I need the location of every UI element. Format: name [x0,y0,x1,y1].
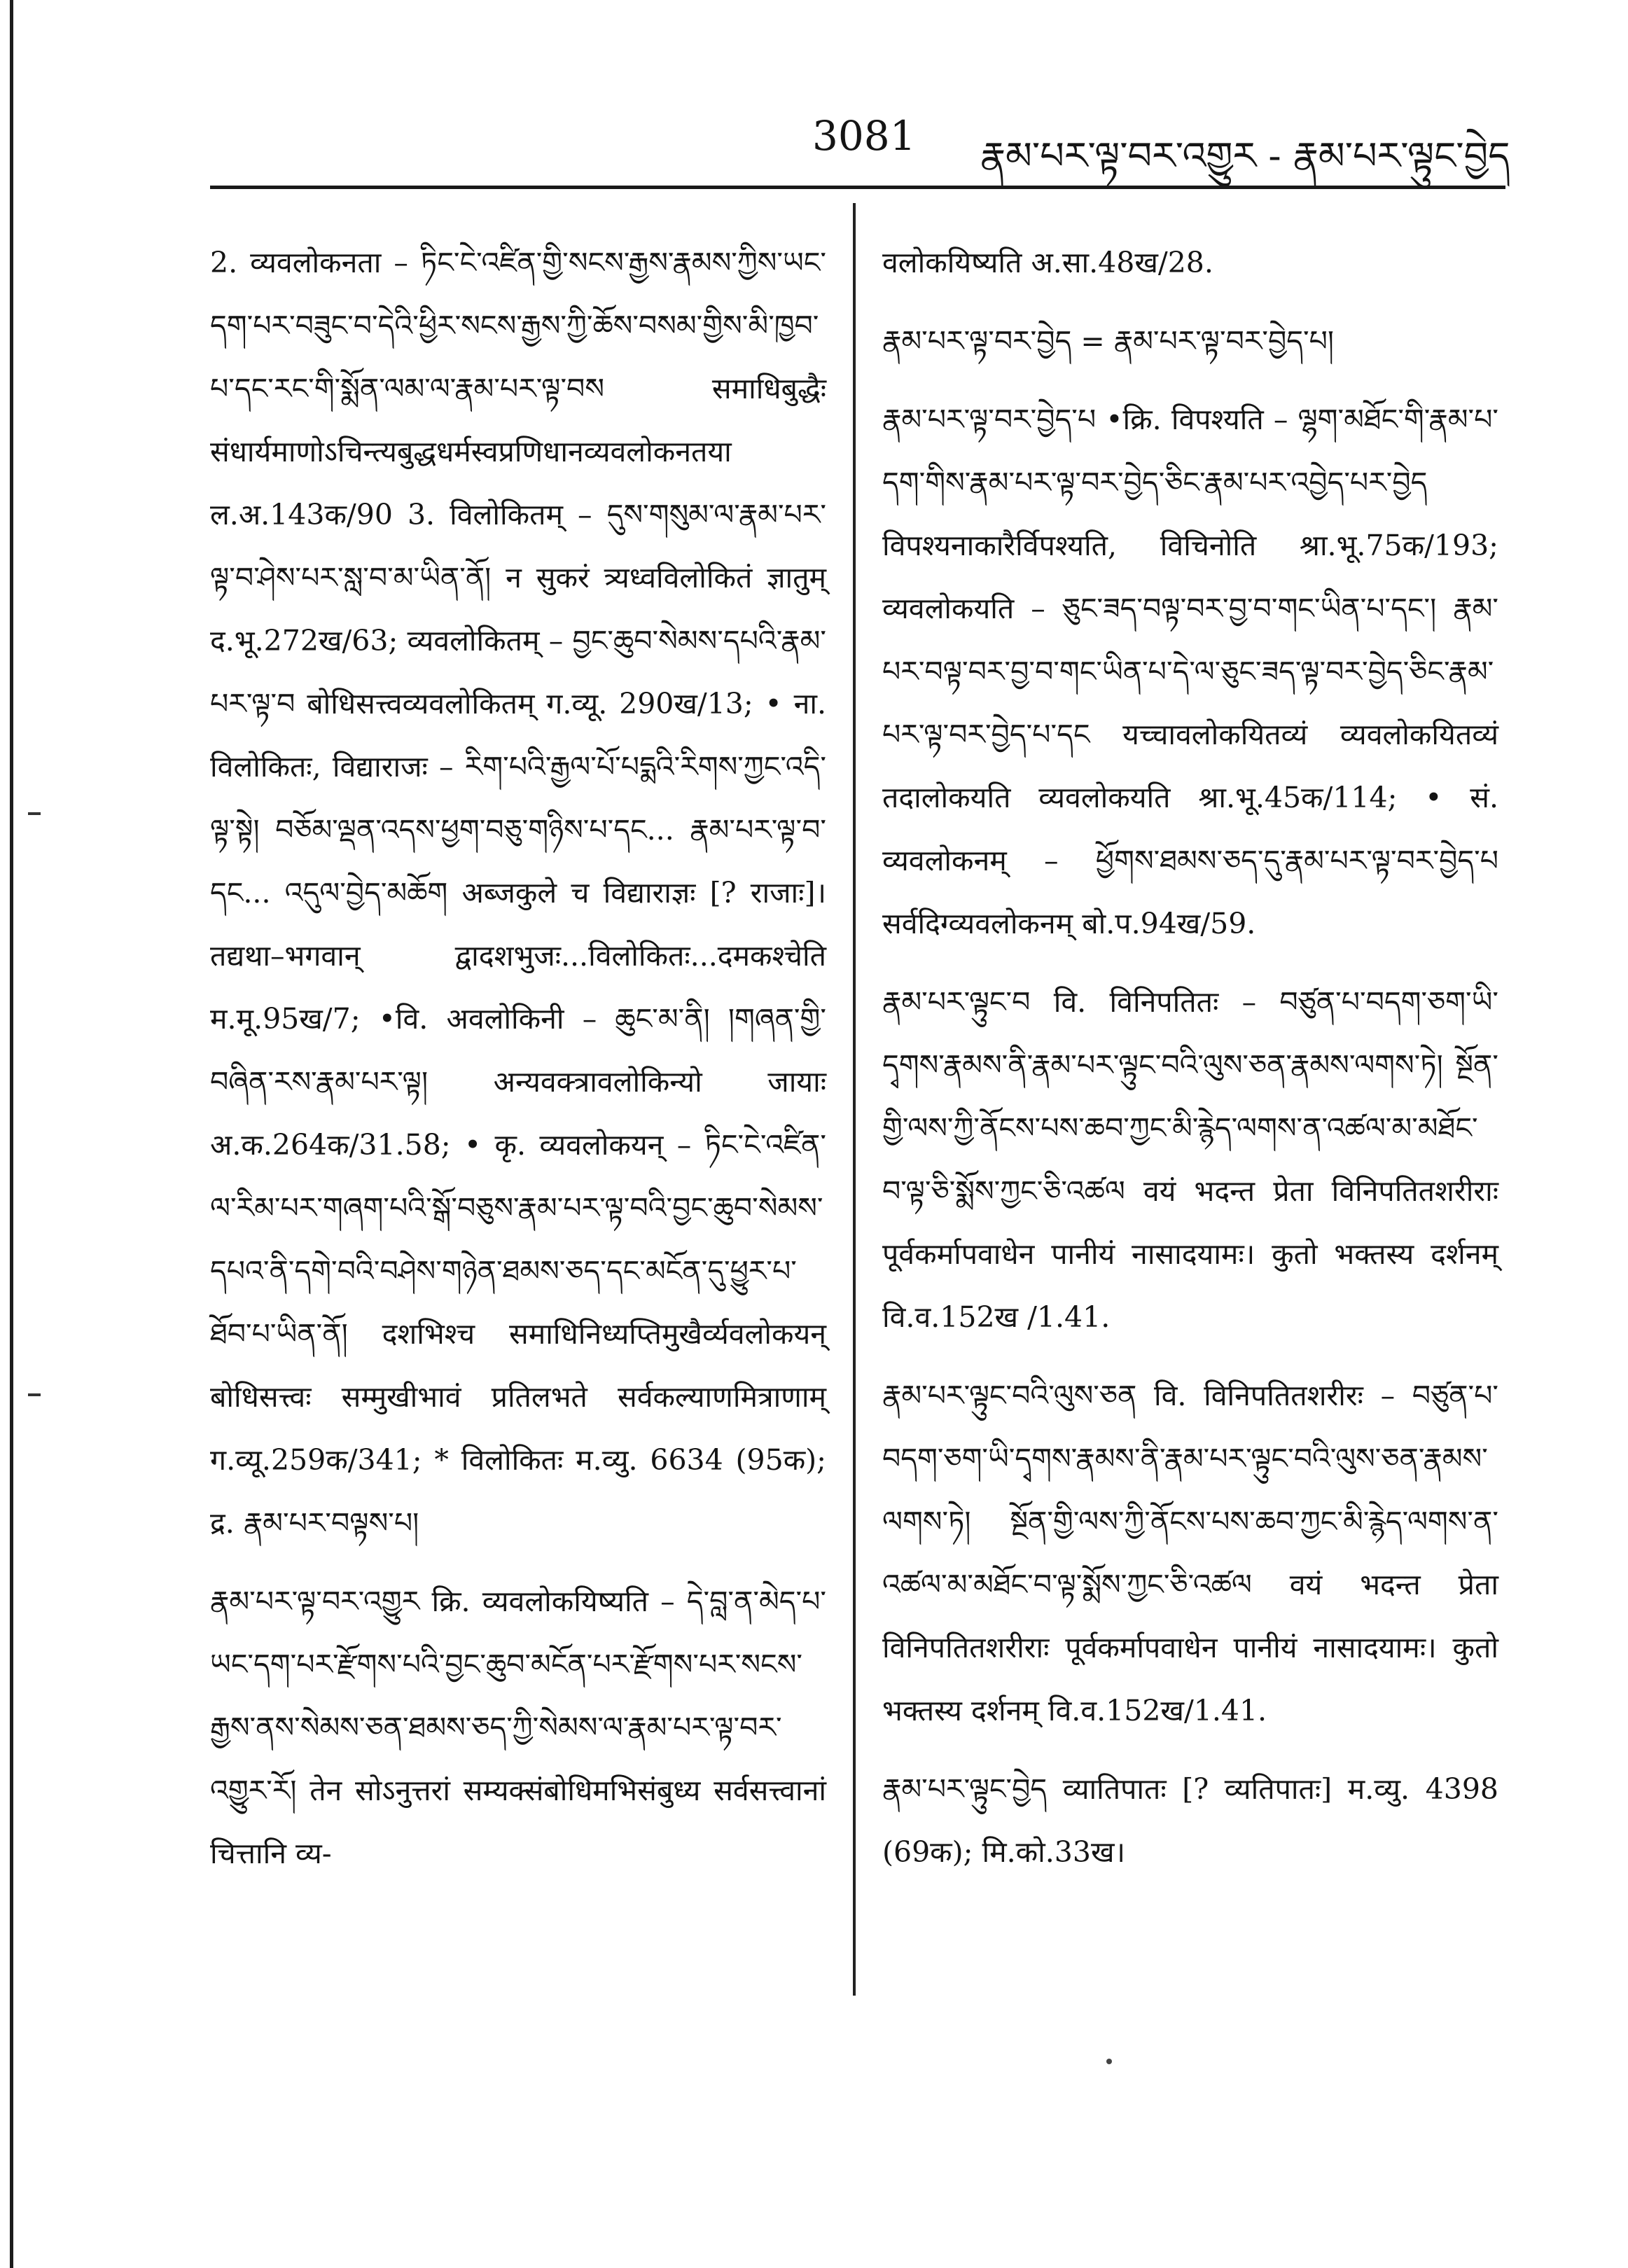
dictionary-entry: རྣམ་པར་ལྟ་བར་འགྱུར क्रि. व्यवलोकयिष्यति – དེ་བླ་ན་མེད་པ་ཡང་དག་པར་རྫོགས་པའི་བྱང་ཆུབ་མངོན་པར་རྫོགས་པར་སངས་རྒྱས་ནས་སེམས་ཅན་ཐམས་ཅད་ཀྱི་སེམས་ལ་རྣམ་པར་ལྟ་བར་འགྱུར་རོ། तेन सोऽनुत्तरां सम्यक्संबोधिमभिसंबुध्य सर्वसत्त्वानां चित्तानि व्य- [210,1585,826,1870]
dictionary-entry: རྣམ་པར་ལྟུང་བའི་ལུས་ཅན वि. विनिपतितशरीरः – བཙུན་པ་བདག་ཅག་ཡི་དྭགས་རྣམས་ནི་རྣམ་པར་ལྟུང་བའི་ལུས་ཅན་རྣམས་ལགས་ཏེ། སྔོན་གྱི་ལས་ཀྱི་ནོངས་པས་ཆབ་ཀྱང་མི་རྙེད་ལགས་ན་འཚལ་མ་མཐོང་བ་ལྟ་སྨོས་ཀྱང་ཅི་འཚལ वयं भदन्त प्रेता विनिपतितशरीराः पूर्वकर्मापवाधेन पानीयं नासादयामः। कुतो भक्तस्य दर्शनम् वि.व.152ख/1.41. [882,1379,1498,1727]
left-column [210,231,826,1900]
running-head: རྣམ་པར་ལྟ་བར་འགྱུར - རྣམ་པར་ལྟུང་བྱེད [980,134,1510,178]
binding-mark [28,812,41,815]
dictionary-entry-continuation: वलोकयिष्यति अ.सा.48ख/28. [882,246,1213,279]
page-number: 3081 [812,112,916,160]
binding-edge [10,0,13,2268]
dictionary-entry: 2. व्यवलोकनता – ཏིང་ངེ་འཛིན་གྱི་སངས་རྒྱས་རྣམས་ཀྱིས་ཡང་དག་པར་བཟུང་བ་དེའི་ཕྱིར་སངས་རྒྱས་ཀྱི་ཆོས་བསམ་གྱིས་མི་ཁྱབ་པ་དང་རང་གི་སྨོན་ལམ་ལ་རྣམ་པར་ལྟ་བས समाधिबुद्धैः संधार्यमाणोऽचिन्त्यबुद्धधर्मस्वप्रणिधानव्यवलोकनतया ल.अ.143क/90 3. विलोकितम् – དུས་གསུམ་ལ་རྣམ་པར་ལྟ་བ་ཤེས་པར་སླ་བ་མ་ཡིན་ནོ། न सुकरं त्र्यध्वविलोकितं ज्ञातुम् द.भू.272ख/63; व्यवलोकितम् – བྱང་ཆུབ་སེམས་དཔའི་རྣམ་པར་ལྟ་བ बोधिसत्त्वव्यवलोकितम् ग.व्यू. 290ख/13; • ना. विलोकितः, विद्याराजः – རིག་པའི་རྒྱལ་པོ་པདྨའི་རིགས་ཀྱང་འདི་ལྟ་སྟེ། བཅོམ་ལྡན་འདས་ཕྱག་བཅུ་གཉིས་པ་དང... རྣམ་པར་ལྟ་བ་དང... འདུལ་བྱེད་མཆོག अब्जकुले च विद्याराज्ञः [? राजाः]। तद्यथा–भगवान् द्वादशभुजः...विलोकितः...दमकश्चेति म.मू.95ख/7; •वि. अवलोकिनी – ཆུང་མ་ནི། །གཞན་གྱི་བཞིན་རས་རྣམ་པར་ལྟ། अन्यवक्त्रावलोकिन्यो जायाः अ.क.264क/31.58; • कृ. व्यवलोकयन् – ཏིང་ངེ་འཛིན་ལ་རིམ་པར་གཞག་པའི་སྒོ་བཅུས་རྣམ་པར་ལྟ་བའི་བྱང་ཆུབ་སེམས་དཔའ་ནི་དགེ་བའི་བཤེས་གཉེན་ཐམས་ཅད་དང་མངོན་དུ་ཕྱུར་པ་ཐོབ་པ་ཡིན་ནོ། दशभिश्च समाधिनिध्यप्तिमुखैर्व्यवलोकयन् बोधिसत्त्वः सम्मुखीभावं प्रतिलभते सर्वकल्याणमित्राणाम् ग.व्यू.259क/341; * विलोकितः म.व्यु. 6634 (95क); द्र. རྣམ་པར་བལྟས་པ། [210,246,826,1540]
binding-mark [28,1393,41,1396]
dictionary-entry: རྣམ་པར་ལྟ་བར་བྱེད་པ •क्रि. विपश्यति – ལྷག་མཐོང་གི་རྣམ་པ་དག་གིས་རྣམ་པར་ལྟ་བར་བྱེད་ཅིང་རྣམ་པར་འབྱེད་པར་བྱེད विपश्यनाकारैर्विपश्यति, विचिनोति श्रा.भू.75क/193; व्यवलोकयति – ཅུང་ཟད་བལྟ་བར་བྱ་བ་གང་ཡིན་པ་དང་། རྣམ་པར་བལྟ་བར་བྱ་བ་གང་ཡིན་པ་དེ་ལ་ཅུང་ཟད་ལྟ་བར་བྱེད་ཅིང་རྣམ་པར་ལྟ་བར་བྱེད་པ་དང यच्चावलोकयितव्यं व्यवलोकयितव्यं तदालोकयति व्यवलोकयति श्रा.भू.45क/114; • सं. व्यवलोकनम् – ཕྱོགས་ཐམས་ཅད་དུ་རྣམ་པར་ལྟ་བར་བྱེད་པ सर्वदिग्व्यवलोकनम् बो.प.94ख/59. [882,403,1498,940]
right-column [882,231,1498,1899]
header-rule [210,186,1505,189]
page-header [210,105,1510,182]
scan-speck [1106,2059,1112,2064]
dictionary-entry: རྣམ་པར་ལྟ་བར་བྱེད = རྣམ་པར་ལྟ་བར་བྱེད་པ། [882,324,1335,358]
dictionary-entry: རྣམ་པར་ལྟུང་བྱེད व्यातिपातः [? व्यतिपातः] म.व्यु. 4398 (69क); मि.को.33ख। [882,1772,1498,1869]
dictionary-entry: རྣམ་པར་ལྟུང་བ वि. विनिपतितः – བཙུན་པ་བདག་ཅག་ཡི་དྭགས་རྣམས་ནི་རྣམ་པར་ལྟུང་བའི་ལུས་ཅན་རྣམས་ལགས་ཏེ། སྔོན་གྱི་ལས་ཀྱི་ནོངས་པས་ཆབ་ཀྱང་མི་རྙེད་ལགས་ན་འཚལ་མ་མཐོང་བ་ལྟ་ཅི་སྨོས་ཀྱང་ཅི་འཚལ वयं भदन्त प्रेता विनिपतितशरीराः पूर्वकर्मापवाधेन पानीयं नासादयामः। कुतो भक्तस्य दर्शनम् वि.व.152ख /1.41. [882,985,1498,1334]
column-divider [853,203,856,1996]
